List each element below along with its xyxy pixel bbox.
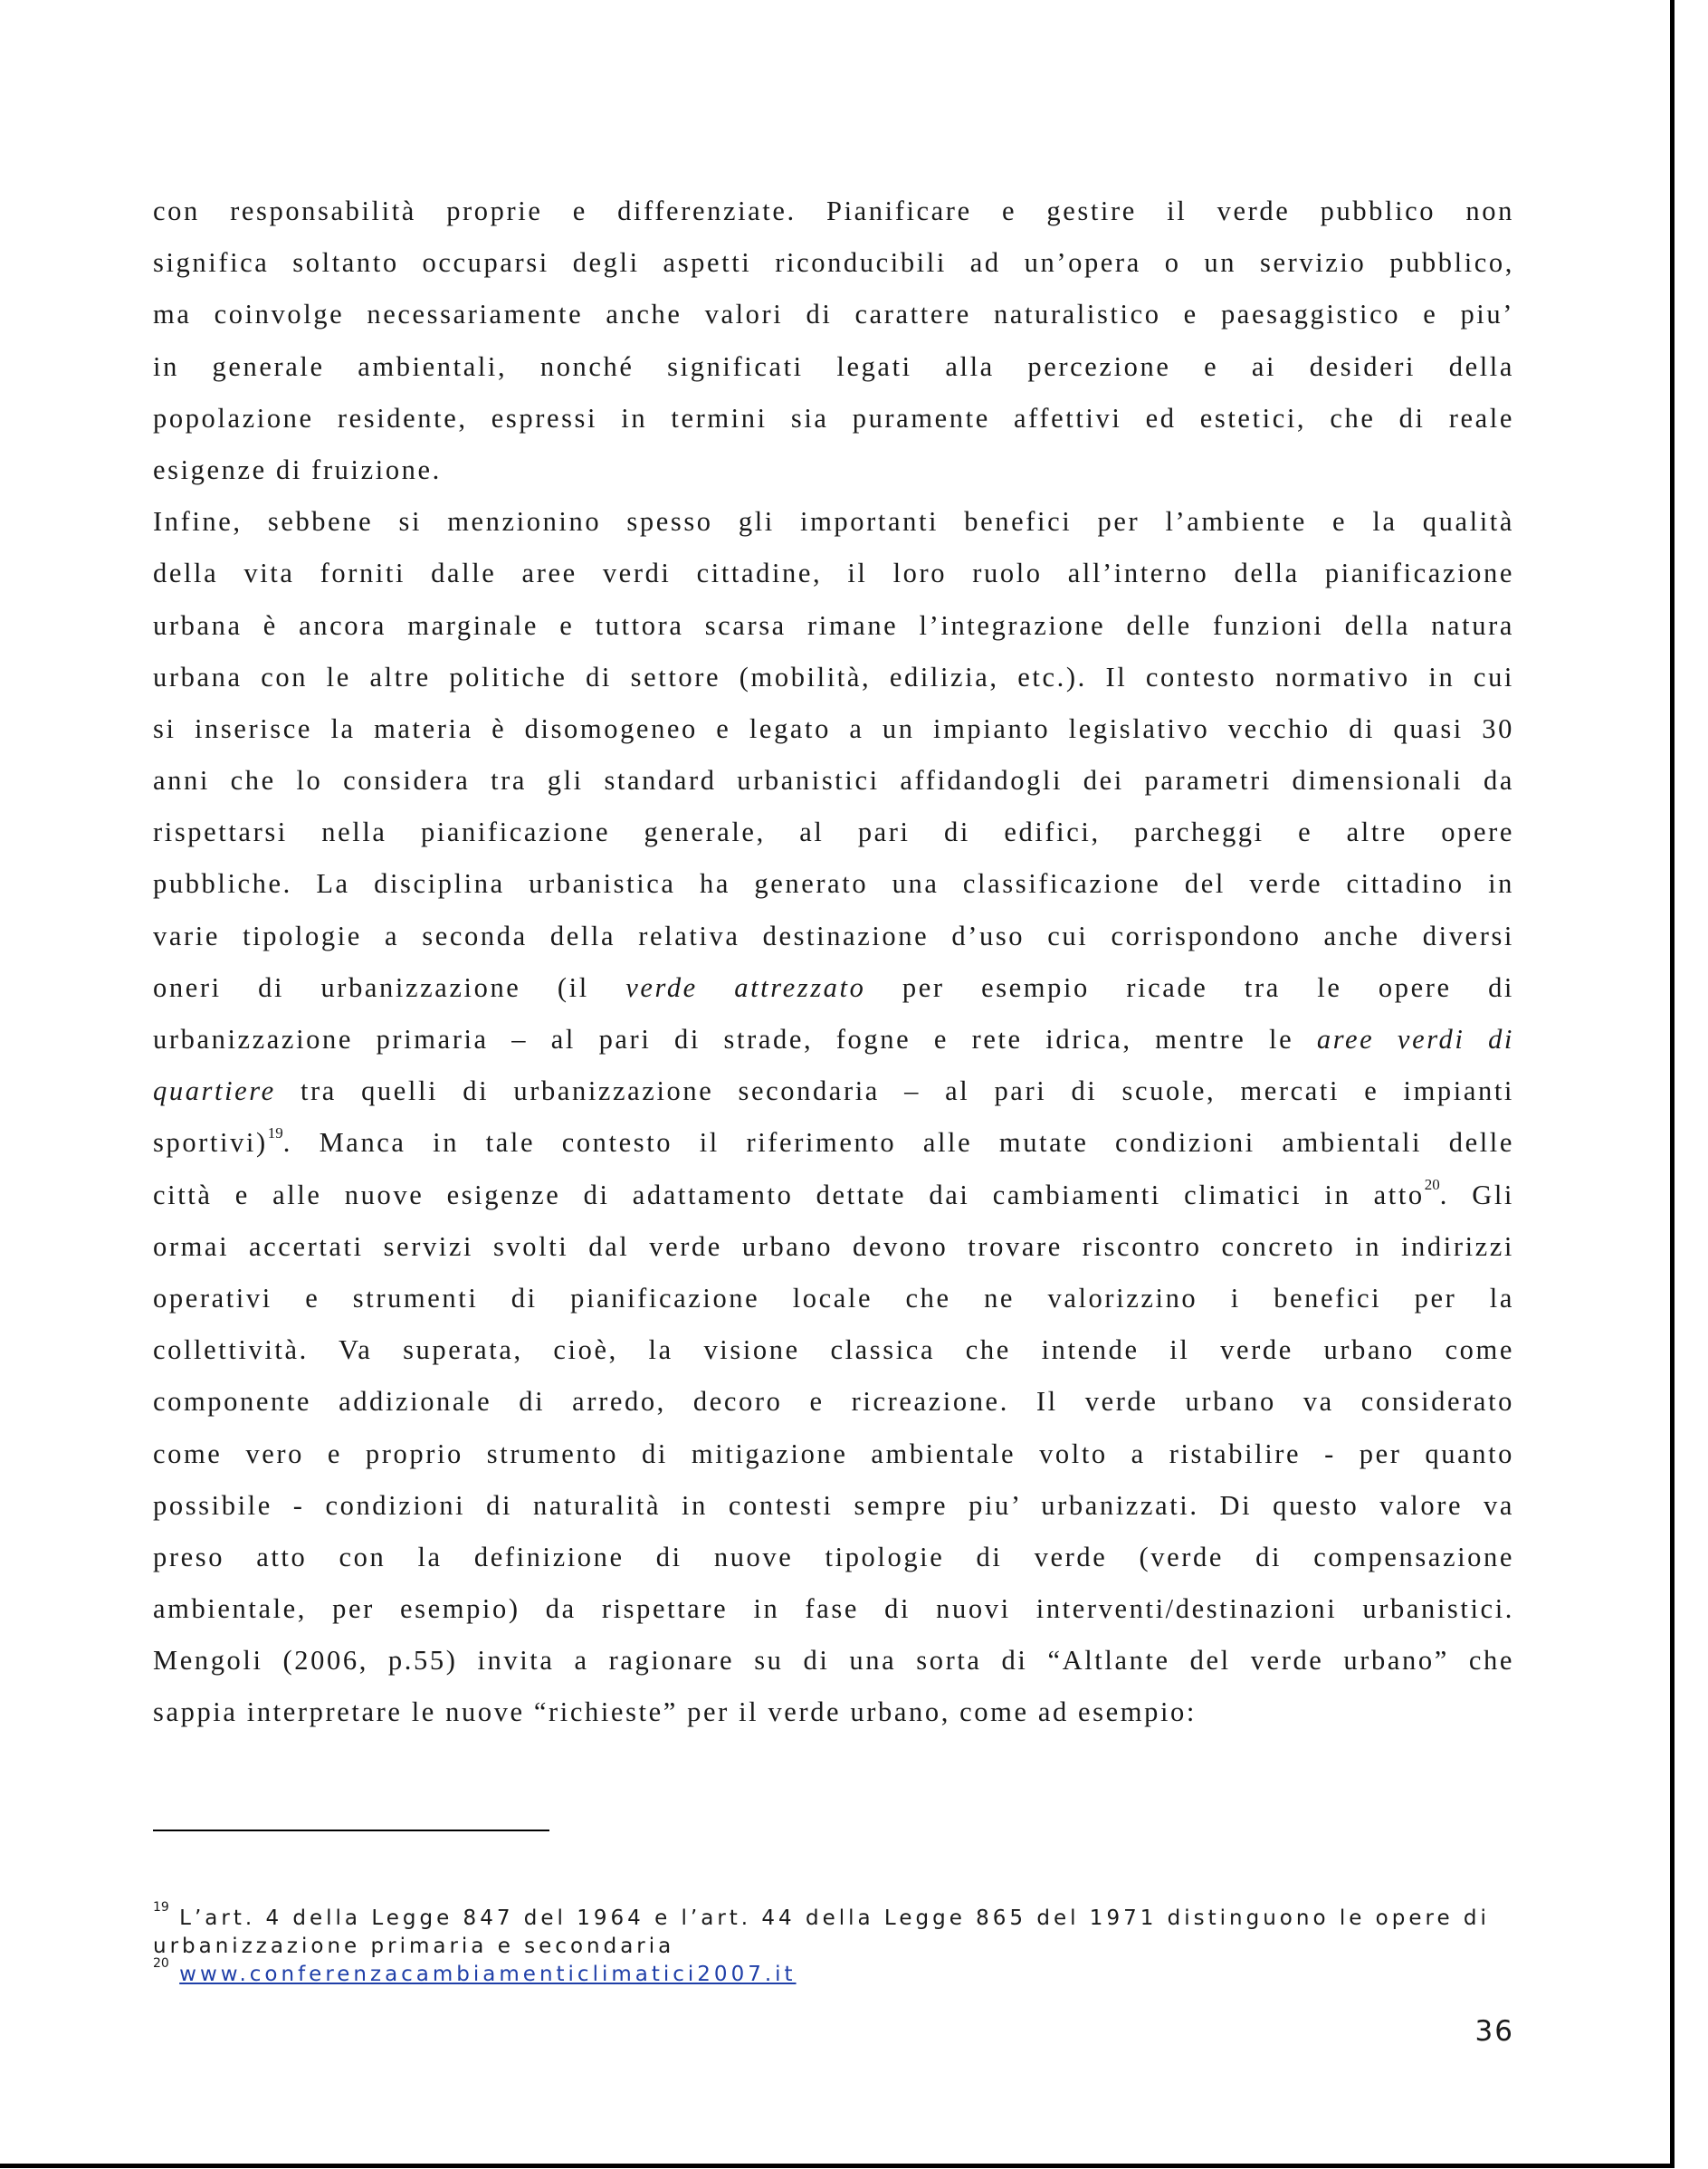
footnote-separator [153, 1830, 549, 1831]
text-line: oneri di urbanizzazione (il verde attrezzato per esempio ricade tra le opere di [153, 971, 1515, 1003]
italic-term: verde attrezzato [625, 971, 866, 1003]
text-line: della vita forniti dalle aree verdi cittadine, il loro ruolo all’interno della pianificazione [153, 558, 1514, 589]
footnote-20 [153, 1956, 1514, 1989]
text-line: anni che lo considera tra gli standard urbanistici affidandogli dei parametri dimensionali da [153, 765, 1514, 797]
text-line: ma coinvolge necessariamente anche valori di carattere naturalistico e paesaggistico e piu’ [153, 299, 1514, 330]
italic-term: quartiere [153, 1075, 276, 1107]
footnotes [153, 1900, 1514, 1989]
text-line: ormai accertati servizi svolti dal verde urbano devono trovare riscontro concreto in indirizzi [153, 1230, 1514, 1262]
page-frame-bottom [0, 2164, 1675, 2168]
footnote-number: 19 [153, 1900, 169, 1916]
footnote-ref-20[interactable]: 20 [1424, 1176, 1440, 1194]
italic-term: aree verdi di [1316, 1024, 1514, 1055]
text-line: operativi e strumenti di pianificazione locale che ne valorizzino i benefici per la [153, 1282, 1514, 1314]
text-line: come vero e proprio strumento di mitigazione ambientale volto a ristabilire - per quanto [153, 1438, 1514, 1469]
text-line: significa soltanto occuparsi degli aspetti riconducibili ad un’opera o un servizio pubblico, [153, 247, 1514, 279]
text-line: collettività. Va superata, cioè, la visione classica che intende il verde urbano come [153, 1334, 1514, 1366]
text-line: sappia interpretare le nuove “richieste” per il verde urbano, come ad esempio: [153, 1696, 1197, 1728]
text-line: urbana è ancora marginale e tuttora scarsa rimane l’integrazione delle funzioni della natura [153, 609, 1514, 641]
text-line: possibile - condizioni di naturalità in contesti sempre piu’ urbanizzati. Di questo valore va [153, 1489, 1514, 1521]
footnote-19-cont [153, 1933, 1514, 1961]
text-line: varie tipologie a seconda della relativa destinazione d’uso cui corrispondono anche diversi [153, 920, 1514, 951]
text-line: rispettarsi nella pianificazione generale, al pari di edifici, parcheggi e altre opere [153, 817, 1514, 848]
footnote-link[interactable]: www.conferenzacambiamenticlimatici2007.it [179, 1963, 797, 1986]
text-line: città e alle nuove esigenze di adattamento dettate dai cambiamenti climatici in atto$^{20}$. Gli [153, 1176, 1514, 1210]
text-line: Infine, sebbene si menzionino spesso gli importanti benefici per l’ambiente e la qualità [153, 506, 1514, 538]
text-line: popolazione residente, espressi in termini sia puramente affettivi ed estetici, che di reale [153, 402, 1514, 434]
text-line: sportivi)$^{19}$. Manca in tale contesto il riferimento alle mutate condizioni ambientali delle [153, 1124, 1514, 1159]
text-line: si inserisce la materia è disomogeneo e legato a un impianto legislativo vecchio di quasi 30 [153, 712, 1514, 744]
text-line: ambientale, per esempio) da rispettare in fase di nuovi interventi/destinazioni urbanistici. [153, 1593, 1514, 1625]
text-line: in generale ambientali, nonché significati legati alla percezione e ai desideri della [153, 350, 1514, 382]
footnote-text: urbanizzazione primaria e secondaria [153, 1935, 675, 1958]
footnote-number: 20 [153, 1956, 169, 1972]
page-number: 36 [1474, 2015, 1514, 2048]
text-line: componente addizionale di arredo, decoro e ricreazione. Il verde urbano va considerato [153, 1386, 1514, 1418]
text-line: preso atto con la definizione di nuove tipologie di verde (verde di compensazione [153, 1541, 1514, 1572]
footnote-text: L’art. 4 della Legge 847 del 1964 e l’art. 44 della Legge 865 del 1971 distinguono le opere di [179, 1906, 1490, 1930]
footnote-19 [153, 1900, 1514, 1933]
text-line: quartiere tra quelli di urbanizzazione secondaria – al pari di scuole, mercati e impianti [153, 1075, 1514, 1107]
text-line: urbana con le altre politiche di settore (mobilità, edilizia, etc.). Il contesto normativo in cui [153, 661, 1514, 693]
body-text [153, 186, 1514, 1739]
page-frame-right [1670, 0, 1675, 2165]
text-line: con responsabilità proprie e differenziate. Pianificare e gestire il verde pubblico non [153, 196, 1514, 226]
footnote-ref-19[interactable]: 19 [267, 1124, 283, 1142]
text-line: urbanizzazione primaria – al pari di strade, fogne e rete idrica, mentre le aree verdi di [153, 1024, 1514, 1055]
text-line: pubbliche. La disciplina urbanistica ha generato una classificazione del verde cittadino in [153, 868, 1514, 900]
text-line: esigenze di fruizione. [153, 454, 442, 485]
text-line: Mengoli (2006, p.55) invita a ragionare su di una sorta di “Altlante del verde urbano” che [153, 1645, 1514, 1677]
